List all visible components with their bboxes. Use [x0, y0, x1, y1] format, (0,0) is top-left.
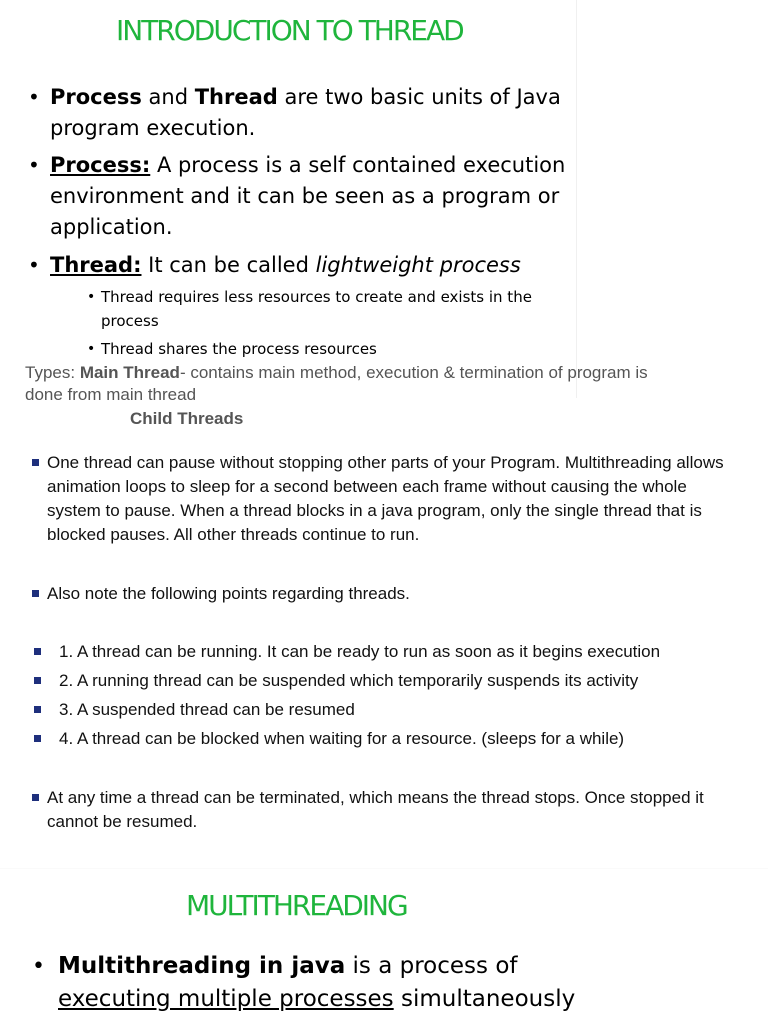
- bullet-dot: •: [28, 153, 40, 177]
- paragraph-note: Also note the following points regarding threads.: [32, 582, 752, 606]
- paragraph-pause: One thread can pause without stopping other parts of your Program. Multithreading allows animation loops to sleep for a second between each frame without causing the whole system to pause. When a thread blocks in a java program, only the single thread that is blocked pauses. All other threads continue to run.: [32, 451, 752, 547]
- bullet-square: [34, 735, 41, 742]
- bullet-square: [34, 677, 41, 684]
- paragraph-terminated: At any time a thread can be terminated, which means the thread stops. Once stopped it cannot be resumed.: [32, 786, 752, 834]
- sub-bullet-dot: •: [87, 341, 96, 357]
- point-item: 2. A running thread can be suspended which temporarily suspends its activity: [32, 669, 752, 693]
- bullet-square: [32, 590, 39, 597]
- bullet-square: [34, 648, 41, 655]
- bullet-process-definition: • Process: A process is a self contained execution environment and it can be seen as a program or application.: [28, 150, 568, 243]
- bullet-dot: •: [32, 954, 45, 979]
- slide-divider: [576, 0, 577, 398]
- sub-bullet-dot: •: [87, 289, 96, 305]
- sub-bullet-shares: • Thread shares the process resources: [87, 337, 567, 361]
- bullet-process-and-thread: • Process and Thread are two basic units of Java program execution.: [28, 82, 568, 144]
- bullet-dot: •: [28, 253, 40, 277]
- child-threads-label: Child Threads: [130, 409, 244, 428]
- point-item: 1. A thread can be running. It can be ready to run as soon as it begins execution: [32, 640, 752, 664]
- bullet-square: [34, 706, 41, 713]
- sub-bullet-resources: • Thread requires less resources to create and exists in the process: [87, 285, 567, 333]
- slide-divider: [0, 868, 768, 869]
- slide-title-multithreading: MULTITHREADING: [186, 889, 407, 922]
- bullet-square: [32, 794, 39, 801]
- bullet-square: [32, 459, 39, 466]
- bullet-thread-definition: • Thread: It can be called lightweight process: [28, 250, 568, 281]
- types-description: Types: Main Thread- contains main method, execution & termination of program is done from main thread: [25, 363, 648, 404]
- point-item: 4. A thread can be blocked when waiting for a resource. (sleeps for a while): [32, 727, 752, 751]
- point-item: 3. A suspended thread can be resumed: [32, 698, 752, 722]
- bullet-multithreading-definition: • Multithreading in java is a process of executing multiple processes simultaneously: [32, 950, 752, 1020]
- bullet-dot: •: [28, 85, 40, 109]
- slide-title-intro: INTRODUCTION TO THREAD: [116, 14, 463, 47]
